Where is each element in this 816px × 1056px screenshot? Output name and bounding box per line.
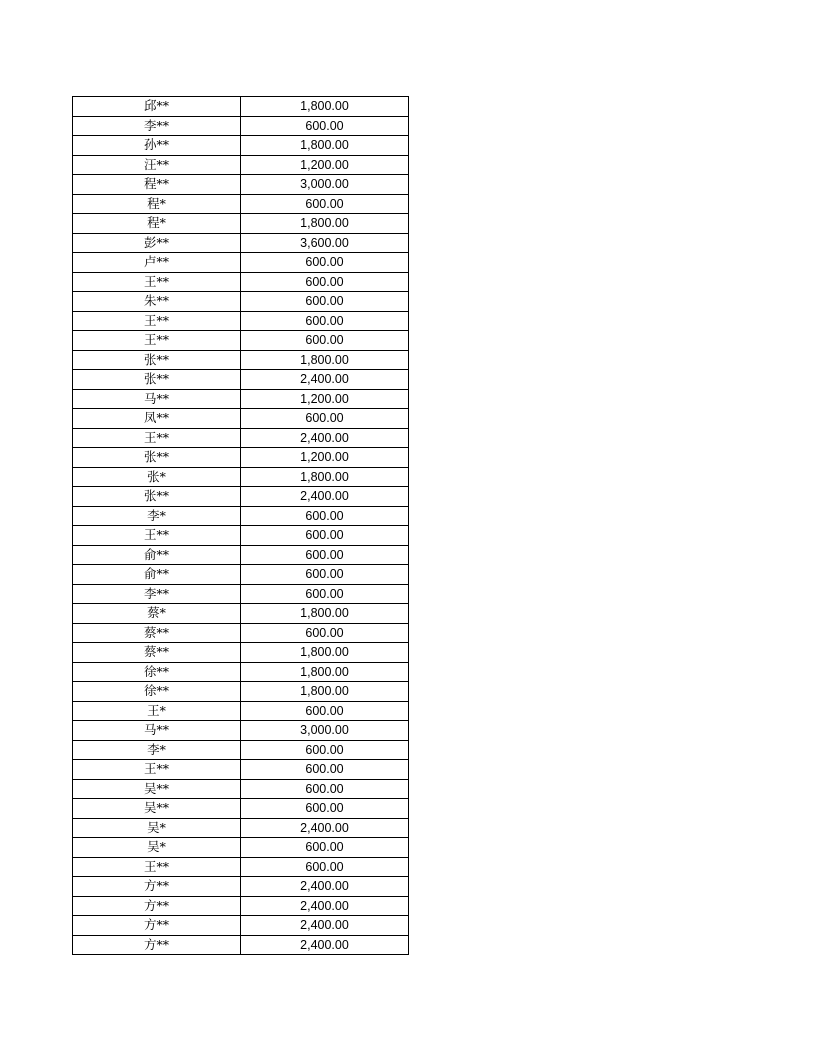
name-cell: 程* <box>73 214 241 234</box>
amount-cell: 1,200.00 <box>241 448 409 468</box>
name-cell: 李** <box>73 584 241 604</box>
name-cell: 徐** <box>73 682 241 702</box>
table-row <box>73 272 409 292</box>
table-row <box>73 409 409 429</box>
amount-cell: 600.00 <box>241 760 409 780</box>
table-row <box>73 194 409 214</box>
amount-cell: 1,800.00 <box>241 97 409 117</box>
table-row <box>73 565 409 585</box>
table-row <box>73 604 409 624</box>
table-row <box>73 487 409 507</box>
table-row <box>73 584 409 604</box>
name-cell: 汪** <box>73 155 241 175</box>
amount-cell: 600.00 <box>241 623 409 643</box>
amount-cell: 600.00 <box>241 253 409 273</box>
amount-cell: 600.00 <box>241 565 409 585</box>
amount-cell: 2,400.00 <box>241 487 409 507</box>
name-cell: 马** <box>73 721 241 741</box>
name-cell: 方** <box>73 896 241 916</box>
amount-cell: 600.00 <box>241 116 409 136</box>
amount-cell: 600.00 <box>241 799 409 819</box>
amount-cell: 3,600.00 <box>241 233 409 253</box>
name-cell: 吴* <box>73 818 241 838</box>
table-row <box>73 779 409 799</box>
name-cell: 张** <box>73 370 241 390</box>
amount-cell: 600.00 <box>241 272 409 292</box>
table-row <box>73 97 409 117</box>
name-cell: 李** <box>73 116 241 136</box>
amount-cell: 1,800.00 <box>241 136 409 156</box>
amount-cell: 1,800.00 <box>241 214 409 234</box>
table-row <box>73 175 409 195</box>
amount-cell: 1,800.00 <box>241 682 409 702</box>
name-cell: 张** <box>73 487 241 507</box>
table-row <box>73 136 409 156</box>
table-row <box>73 682 409 702</box>
name-cell: 王** <box>73 526 241 546</box>
amount-cell: 2,400.00 <box>241 916 409 936</box>
table-row <box>73 799 409 819</box>
table-row <box>73 526 409 546</box>
table-row <box>73 857 409 877</box>
table-row <box>73 155 409 175</box>
table-row <box>73 214 409 234</box>
amount-cell: 2,400.00 <box>241 877 409 897</box>
name-cell: 张* <box>73 467 241 487</box>
amount-cell: 1,800.00 <box>241 350 409 370</box>
amount-cell: 600.00 <box>241 584 409 604</box>
name-cell: 张** <box>73 350 241 370</box>
amount-cell: 2,400.00 <box>241 818 409 838</box>
name-cell: 方** <box>73 935 241 955</box>
amount-cell: 600.00 <box>241 857 409 877</box>
table-row <box>73 662 409 682</box>
name-cell: 彭** <box>73 233 241 253</box>
table-row <box>73 389 409 409</box>
name-cell: 邱** <box>73 97 241 117</box>
amount-cell: 3,000.00 <box>241 721 409 741</box>
name-cell: 方** <box>73 877 241 897</box>
name-cell: 王* <box>73 701 241 721</box>
table-row <box>73 253 409 273</box>
name-cell: 吴* <box>73 838 241 858</box>
table-row <box>73 233 409 253</box>
name-cell: 吴** <box>73 779 241 799</box>
amount-cell: 2,400.00 <box>241 428 409 448</box>
amount-cell: 600.00 <box>241 506 409 526</box>
name-cell: 方** <box>73 916 241 936</box>
table-row <box>73 116 409 136</box>
amount-cell: 600.00 <box>241 545 409 565</box>
amount-cell: 600.00 <box>241 331 409 351</box>
name-cell: 程** <box>73 175 241 195</box>
table-row <box>73 350 409 370</box>
name-cell: 李* <box>73 506 241 526</box>
table-row <box>73 721 409 741</box>
amount-cell: 1,800.00 <box>241 662 409 682</box>
name-cell: 蔡** <box>73 623 241 643</box>
name-cell: 王** <box>73 272 241 292</box>
table-row <box>73 623 409 643</box>
table-row <box>73 292 409 312</box>
amount-cell: 600.00 <box>241 779 409 799</box>
table-body <box>73 97 409 955</box>
amount-cell: 1,800.00 <box>241 643 409 663</box>
table-row <box>73 701 409 721</box>
table-row <box>73 448 409 468</box>
amount-cell: 2,400.00 <box>241 935 409 955</box>
name-cell: 孙** <box>73 136 241 156</box>
name-cell: 张** <box>73 448 241 468</box>
amount-cell: 1,800.00 <box>241 467 409 487</box>
table-row <box>73 838 409 858</box>
table-row <box>73 311 409 331</box>
table-row <box>73 428 409 448</box>
name-cell: 朱** <box>73 292 241 312</box>
amount-cell: 3,000.00 <box>241 175 409 195</box>
name-cell: 吴** <box>73 799 241 819</box>
table-row <box>73 467 409 487</box>
table-row <box>73 896 409 916</box>
data-table <box>72 96 409 955</box>
name-cell: 王** <box>73 331 241 351</box>
amount-cell: 600.00 <box>241 292 409 312</box>
amount-cell: 2,400.00 <box>241 370 409 390</box>
amount-cell: 1,200.00 <box>241 155 409 175</box>
table-row <box>73 370 409 390</box>
amount-cell: 600.00 <box>241 409 409 429</box>
name-cell: 徐** <box>73 662 241 682</box>
amount-cell: 600.00 <box>241 311 409 331</box>
name-cell: 王** <box>73 857 241 877</box>
amount-cell: 1,200.00 <box>241 389 409 409</box>
table-row <box>73 331 409 351</box>
table-row <box>73 935 409 955</box>
amount-cell: 600.00 <box>241 701 409 721</box>
name-cell: 俞** <box>73 565 241 585</box>
table-row <box>73 760 409 780</box>
name-cell: 卢** <box>73 253 241 273</box>
name-cell: 蔡** <box>73 643 241 663</box>
table-row <box>73 506 409 526</box>
table-row <box>73 643 409 663</box>
name-cell: 李* <box>73 740 241 760</box>
name-cell: 王** <box>73 311 241 331</box>
name-cell: 俞** <box>73 545 241 565</box>
amount-cell: 600.00 <box>241 838 409 858</box>
table-row <box>73 740 409 760</box>
name-cell: 王** <box>73 760 241 780</box>
amount-cell: 2,400.00 <box>241 896 409 916</box>
name-cell: 蔡* <box>73 604 241 624</box>
table-row <box>73 545 409 565</box>
table-row <box>73 818 409 838</box>
amount-cell: 600.00 <box>241 194 409 214</box>
name-cell: 王** <box>73 428 241 448</box>
name-cell: 马** <box>73 389 241 409</box>
name-cell: 程* <box>73 194 241 214</box>
amount-cell: 600.00 <box>241 740 409 760</box>
name-cell: 凤** <box>73 409 241 429</box>
table-row <box>73 916 409 936</box>
amount-cell: 1,800.00 <box>241 604 409 624</box>
table-row <box>73 877 409 897</box>
amount-cell: 600.00 <box>241 526 409 546</box>
